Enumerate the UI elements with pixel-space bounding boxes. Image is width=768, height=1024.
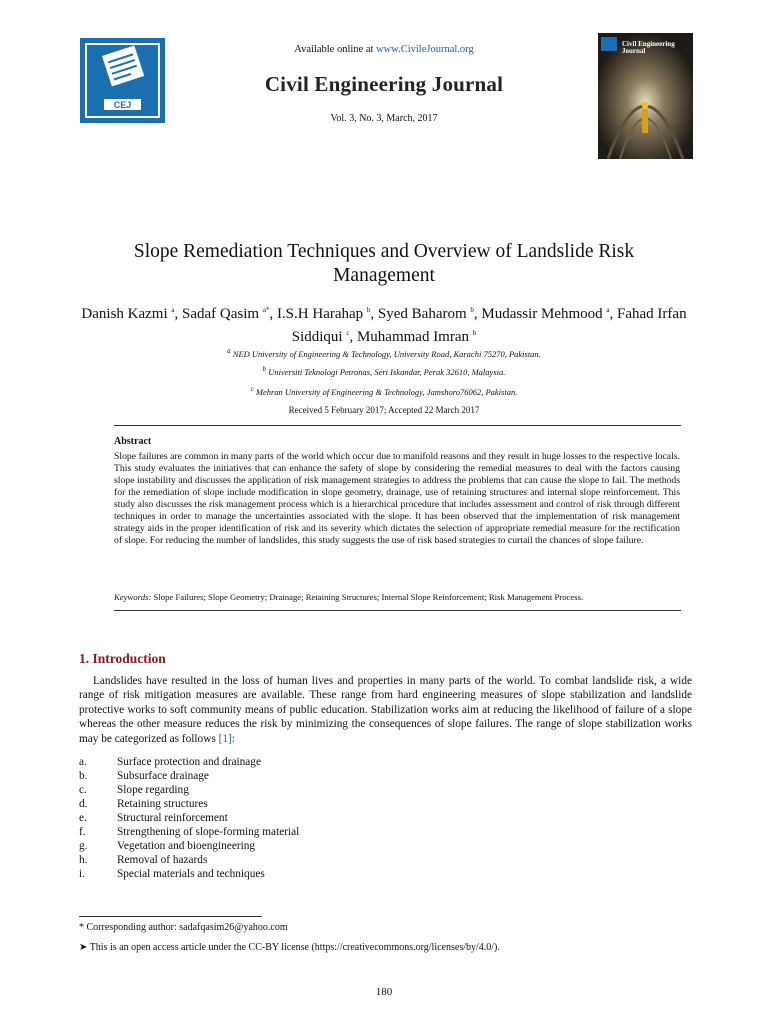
list-item: g. Vegetation and bioengineering	[79, 840, 256, 852]
abstract-body: Slope failures are common in many parts of the world which occur due to manifold reasons and they result in huge losses to the respective locals. This study evaluates the initiatives that can enhance the safety of slope by considering the remedial measures to deal with the factors causing slope instability and discusses the application of risk management strategies to address the problems that can cause the slope to fail. The methods for the remediation of slope include modification in slope geometry, drainage, use of retaining structures and internal slope reinforcement. This study also discusses the risk management process which is a hierarchical procedure that includes assessment and control of risk through different techniques in order to manage the uncertainties associated with the slope. It has been observed that the implementation of risk management strategy aids in the proper identification of risk and its severity which dictates the selection of appropriate remedial measure for the rectification of slope. For reducing the number of landslides, this study suggests the use of risk based strategies to curtail the chances of slope failure.	[114, 451, 680, 546]
corresponding-author-footnote: * Corresponding author: sadafqasim26@yahoo.com	[79, 922, 288, 933]
page-number: 180	[375, 986, 393, 998]
list-item: d. Retaining structures	[79, 798, 208, 810]
stabilization-list	[79, 755, 299, 881]
list-item: b. Subsurface drainage	[79, 770, 209, 782]
journal-cover-image	[598, 33, 693, 159]
affiliation-a: $^a$ NED University of Engineering & Technology, University Road, Karachi 75270, Pakistan.	[227, 347, 541, 359]
footnote-rule	[79, 916, 262, 917]
author-list: Danish Kazmi $^a$, Sadaf Qasim $^{a*}$, I.S.H Harahap $^b$, Syed Baharom $^b$, Mudassir Mehmood $^a$, Fahad Irfan Siddiqui $^c$, Muhammad Imran $^b$	[81, 306, 687, 345]
volume-info: Vol. 3, No. 3, March, 2017	[330, 113, 438, 124]
list-item: i. Special materials and techniques	[79, 868, 265, 880]
journal-title: Civil Engineering Journal	[264, 72, 504, 96]
license-footnote: ➤ This is an open access article under the CC-BY license (https://creativecommons.org/licenses/by/4.0/).	[79, 942, 500, 953]
received-dates: Received 5 February 2017; Accepted 22 March 2017	[288, 405, 480, 415]
logo-text: CEJ	[113, 100, 132, 110]
affiliation-b: $^b$ Universiti Teknologi Petronas, Seri Iskandar, Perak 32610, Malaysia.	[262, 365, 506, 377]
list-item: h. Removal of hazards	[79, 854, 208, 866]
list-item: c. Slope regarding	[79, 784, 189, 796]
section-heading-introduction: 1. Introduction	[79, 651, 166, 666]
intro-paragraph: Landslides have resulted in the loss of human lives and properties in many parts of the world. To combat landslide risk, a wide range of risk mitigation measures are available. These range from hard engineering measures of slope stabilization and landslide protective works to soft community means of public education. Stabilization works aim at reducing the likelihood of failure of a slope whereas the other measure reduces the risk by minimizing the consequences of slope failures. The range of slope stabilization works may be categorized as follows [1]:	[79, 675, 692, 745]
citation-link[interactable]: [1]	[218, 732, 232, 745]
abstract-heading: Abstract	[114, 436, 152, 447]
cover-title: Civil Engineering Journal	[622, 40, 675, 55]
list-item: f. Strengthening of slope-forming material	[79, 826, 300, 838]
abstract-bottom-rule	[114, 610, 681, 611]
list-item: a. Surface protection and drainage	[79, 756, 261, 768]
keywords: Keywords: Slope Failures; Slope Geometry; Drainage; Retaining Structures; Internal Slope Reinforcement; Risk Management Process.	[114, 592, 584, 602]
journal-link[interactable]: www.CivileJournal.org	[376, 44, 474, 55]
list-item: e. Structural reinforcement	[79, 812, 228, 824]
abstract-top-rule	[114, 425, 681, 426]
affiliation-c: $^c$ Mehran University of Engineering & Technology, Jamshoro76062, Pakistan.	[250, 385, 518, 397]
available-online: Available online at www.CivileJournal.org	[294, 44, 474, 55]
paper-title: Slope Remediation Techniques and Overview of Landslide Risk Management	[133, 241, 635, 286]
